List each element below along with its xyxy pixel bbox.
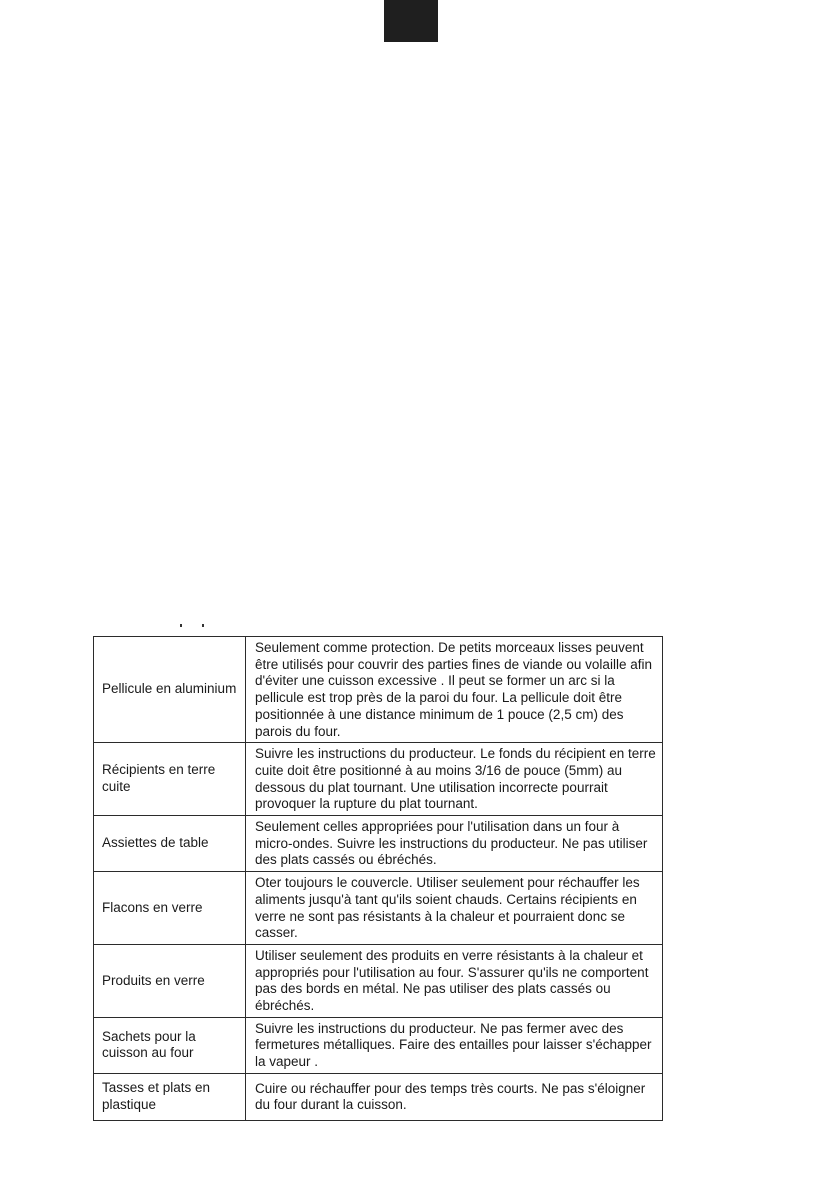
row-note: Suivre les instructions du producteur. Ne pas fermer avec des fermetures métalliques. Faire des entailles pour laisser s'échapper la vapeur . bbox=[246, 1017, 663, 1073]
row-label: Flacons en verre bbox=[94, 872, 246, 945]
table-row bbox=[94, 816, 663, 872]
row-label: Assiettes de table bbox=[94, 816, 246, 872]
row-label: Sachets pour la cuisson au four bbox=[94, 1017, 246, 1073]
row-note: Utiliser seulement des produits en verre résistants à la chaleur et appropriés pour l'utilisation au four. S'assurer qu'ils ne comportent pas des bords en métal. Ne pas utiliser des plats cassés ou ébréchés. bbox=[246, 944, 663, 1017]
row-note: Seulement celles appropriées pour l'utilisation dans un four à micro-ondes. Suivre les instructions du producteur. Ne pas utiliser des plats cassés ou ébréchés. bbox=[246, 816, 663, 872]
table-row bbox=[94, 637, 663, 743]
row-label: Pellicule en aluminium bbox=[94, 637, 246, 743]
table-row bbox=[94, 872, 663, 945]
row-label: Récipients en terre cuite bbox=[94, 743, 246, 816]
row-note: Suivre les instructions du producteur. Le fonds du récipient en terre cuite doit être positionné à au moins 3/16 de pouce (5mm) au dessous du plat tournant. Une utilisation incorrecte pourrait provoquer la rupture du plat tournant. bbox=[246, 743, 663, 816]
stray-marks bbox=[180, 624, 208, 630]
table-row bbox=[94, 1017, 663, 1073]
row-note: Oter toujours le couvercle. Utiliser seulement pour réchauffer les aliments jusqu'à tant qu'ils soient chauds. Certains récipients en verre ne sont pas résistants à la chaleur et pourraient donc se casser. bbox=[246, 872, 663, 945]
cookware-materials-table bbox=[93, 636, 663, 1121]
page-header-tab bbox=[384, 0, 438, 42]
table-row bbox=[94, 1073, 663, 1120]
table-row bbox=[94, 944, 663, 1017]
row-note: Seulement comme protection. De petits morceaux lisses peuvent être utilisés pour couvrir des parties fines de viande ou volaille afin d'éviter une cuisson excessive . Il peut se former un arc si la pellicule est trop près de la paroi du four. La pellicule doit être positionnée à une distance minimum de 1 pouce (2,5 cm) des parois du four. bbox=[246, 637, 663, 743]
table-row bbox=[94, 743, 663, 816]
row-label: Tasses et plats en plastique bbox=[94, 1073, 246, 1120]
row-note: Cuire ou réchauffer pour des temps très courts. Ne pas s'éloigner du four durant la cuisson. bbox=[246, 1073, 663, 1120]
row-label: Produits en verre bbox=[94, 944, 246, 1017]
